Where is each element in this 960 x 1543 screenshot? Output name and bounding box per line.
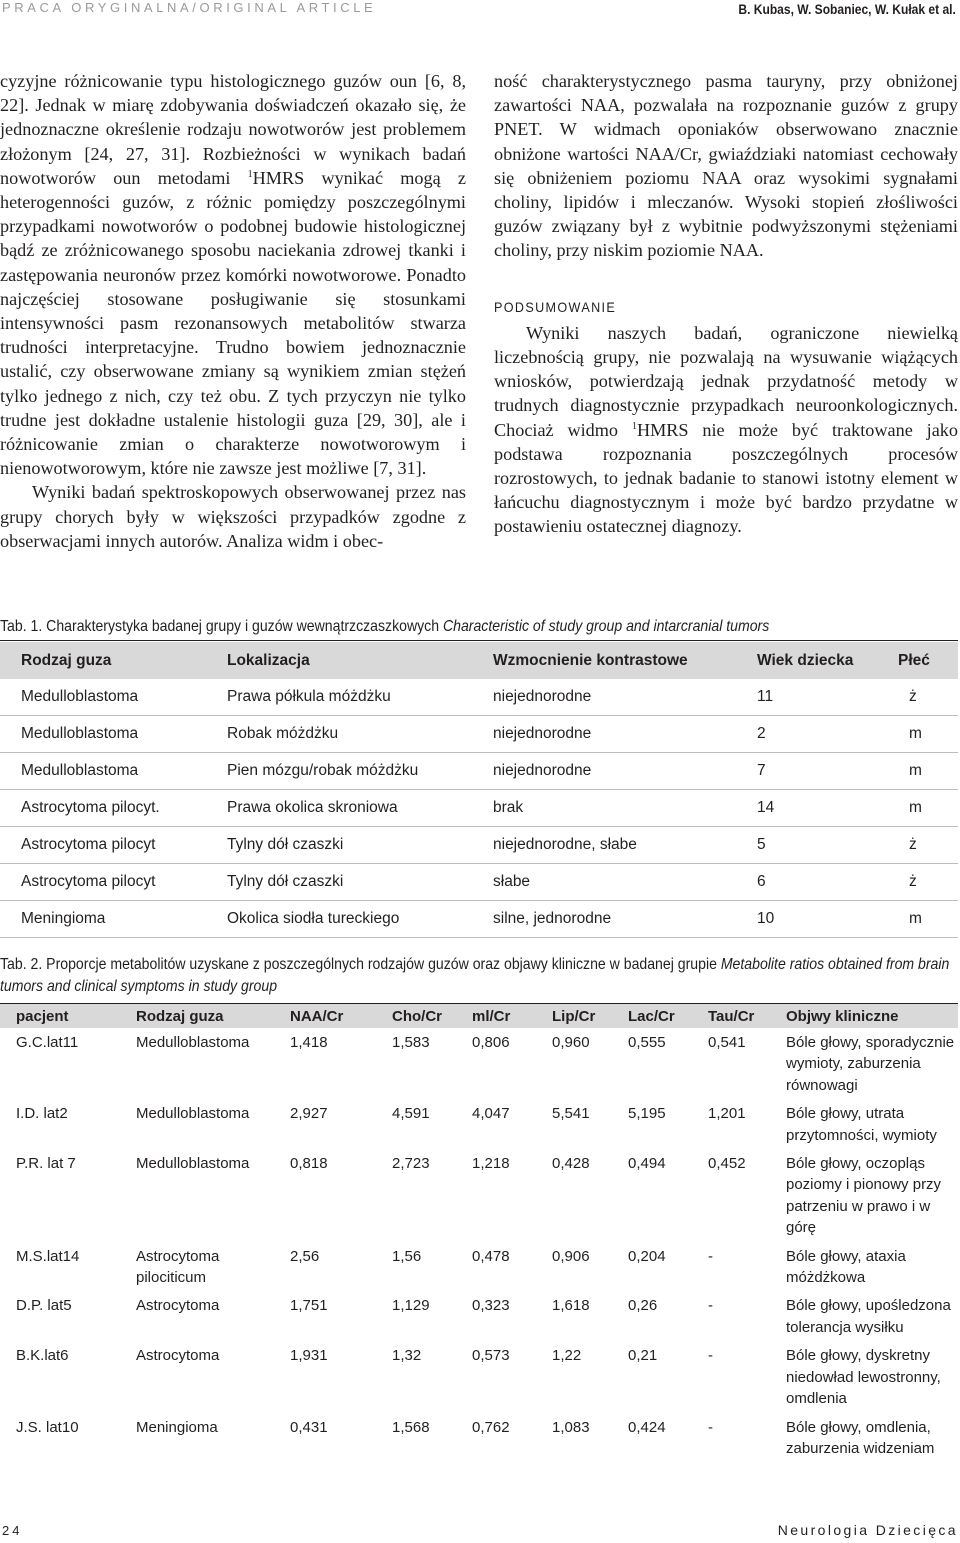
table-cell: 6 [727,864,877,901]
table-row [0,753,958,790]
table1-header-cell: Rodzaj guza [21,651,112,669]
table-cell: 1,751 [290,1297,328,1315]
table-cell: Tylny dół czaszki [206,827,472,864]
table-cell: ż [877,827,958,864]
table-cell: Robak móżdżku [206,716,472,753]
table-row [0,864,958,901]
running-header-left: PRACA ORYGINALNA/ORIGINAL ARTICLE [2,0,377,15]
paragraph [494,321,958,539]
table-cell: 0,21 [628,1347,658,1365]
journal-name: Neurologia Dziecięca [777,1522,958,1538]
table-cell: m [877,790,958,827]
table-cell: Pien mózgu/robak móżdżku [206,753,472,790]
table-cell: 0,323 [472,1297,510,1315]
table2-header-cell: Cho/Cr [392,1007,442,1025]
table-cell: ż [877,864,958,901]
table-cell: 0,26 [628,1297,658,1315]
table-cell: 5 [727,827,877,864]
caption-text: Tab. 1. Charakterystyka badanej grupy i guzów wewnątrzczaszkowych [0,618,443,635]
table-cell: 1,618 [552,1297,590,1315]
left-text-column [0,69,466,553]
table2-header-cell: Rodzaj guza [136,1007,224,1025]
table-cell: 5,195 [628,1105,666,1123]
table1-header-row [0,642,958,679]
table2-header-cell: Objwy kliniczne [786,1007,899,1025]
running-header-authors: B. Kubas, W. Sobaniec, W. Kułak et al. [738,1,956,17]
table-cell: 0,431 [290,1418,328,1436]
table-row [0,1341,958,1412]
table-cell: m [877,901,958,938]
table-cell: 7 [727,753,877,790]
table2-header-cell: Lip/Cr [552,1007,596,1025]
table-cell: 0,424 [628,1418,666,1436]
table-row [0,1028,958,1099]
table-cell: 0,478 [472,1247,510,1265]
table-cell: 1,583 [392,1034,430,1051]
table-cell: niejednorodne [472,716,727,753]
table-cell: m [877,753,958,790]
table-cell: 1,22 [552,1347,582,1365]
page-number: 24 [2,1523,23,1538]
table1-header-cell: Lokalizacja [227,651,310,669]
table-cell: - [708,1347,713,1365]
table-row [0,679,958,716]
table-cell: 0,452 [708,1155,746,1173]
table-cell: 2 [727,716,877,753]
table-row [0,1099,958,1149]
table-cell: - [708,1247,713,1265]
table-cell: 14 [727,790,877,827]
table-cell: 10 [727,901,877,938]
paragraph: Wyniki badań spektroskopowych obserwowanej przez nas grupy chorych były w większości przypadków zgodne z obserwacjami innych autorów. Analiza widm i obec- [0,482,466,551]
paragraph: ność charakterystycznego pasma tauryny, przy obniżonej zawartości NAA, pozwalała na rozpoznanie guzów z grupy PNET. W widmach oponiaków obserwowano znacznie obniżone wartości NAA/Cr, gwiaździaki natomiast cechowały się obniżeniem poziomu NAA oraz wysokimi sygnałami choliny, lipidów i mleczanów. Wysoki stopień złośliwości guzów związany był z wybitnie podwyższonymi stężeniami choliny, przy niskim poziomie NAA. [494,71,958,261]
table1-top-rule [0,640,958,641]
table2-header-cell: Tau/Cr [708,1007,755,1025]
table-cell: 2,927 [290,1105,328,1123]
table-row [0,1242,958,1292]
table-cell: 4,047 [472,1105,510,1123]
table-cell: P.R. lat 7 [16,1155,76,1173]
table-cell: 0,762 [472,1418,510,1436]
paragraph [0,69,466,480]
table-cell: 0,960 [552,1034,590,1051]
table-cell: Astrocytoma pilociticum [136,1247,220,1287]
table-row [0,1149,958,1242]
table1 [0,642,958,938]
table-row [0,1413,958,1463]
text-span: cyzyjne różnicowanie typu histologicznego guzów oun [6, 8, 22]. Jednak w miarę zdobywania doświadczeń okazało się, że jednoznaczne określenie rodzaju nowotworów jest problemem złożonym [24, 27, 31]. Rozbieżności w wynikach badań nowotworów oun metodami [0,71,466,188]
table2-caption [0,954,958,998]
table-cell: słabe [472,864,727,901]
table-cell: 0,818 [290,1155,328,1173]
table-cell: 1,129 [392,1297,430,1315]
table-cell: brak [472,790,727,827]
table-cell: niejednorodne [472,679,727,716]
table-cell: m [877,716,958,753]
table-cell: Bóle głowy, dyskretny niedowład lewostronny, omdlenia [786,1347,941,1408]
table-cell: 5,541 [552,1105,590,1123]
table-cell: Medulloblastoma [0,753,206,790]
table1-caption [0,616,958,638]
table-cell: 1,931 [290,1347,328,1365]
table-cell: 11 [727,679,877,716]
caption-text: Tab. 2. Proporcje metabolitów uzyskane z poszczególnych rodzajów guzów oraz objawy kliniczne w badanej grupie [0,956,721,973]
table-cell: 1,201 [708,1105,746,1123]
table-cell: silne, jednorodne [472,901,727,938]
table-cell: D.P. lat5 [16,1297,72,1315]
table1-header-cell: Płeć [898,651,930,669]
superscript: 1 [631,420,637,432]
table-row [0,901,958,938]
table-cell: Astrocytoma [136,1297,220,1315]
table-cell: niejednorodne, słabe [472,827,727,864]
table-row [0,790,958,827]
table-cell: Prawa okolica skroniowa [206,790,472,827]
table-cell: 0,204 [628,1247,666,1265]
text-span: HMRS wynikać mogą z heterogenności guzów, z różnic pomiędzy poszczególnymi przypadkami nowotworów o podobnej budowie histologicznej bądź ze zróżnicowanego sposobu naciekania zdrowej tkanki i zastępowania neuronów przez komórki nowotworowe. Ponadto najczęściej stosowane posługiwanie się stosunkami intensywności pasm rezonansowych metabolitów stwarza trudności interpretacyjne. Trudno bowiem jednoznacznie ustalić, czy obserwowane zmiany są wynikiem zmian stężeń tylko jednego z nich, czy też obu. Z tych przyczyn nie tylko trudne jest dokładne ustalenie histologii guza [29, 30], ale i różnicowanie zmian o charakterze nowotworowym i nienowotworowym, które nie zawsze jest możliwe [7, 31]. [0,167,466,479]
table-cell: J.S. lat10 [16,1418,79,1436]
table-cell: B.K.lat6 [16,1347,69,1365]
table-cell: 4,591 [392,1105,430,1123]
section-heading: PODSUMOWANIE [494,298,617,315]
table-cell: G.C.lat11 [16,1034,79,1051]
table-cell: Astrocytoma pilocyt. [0,790,206,827]
table-cell: 1,218 [472,1155,510,1173]
table-row [0,827,958,864]
table-cell: Medulloblastoma [136,1034,250,1051]
text-span: Wyniki naszych badań, ograniczone niewielką liczebnością grupy, nie pozwalają na wysuwanie wiążących wniosków, potwierdzają jednak przydatność metody w trudnych diagnostycznie przypadkach neuroonkologicznych. Chociaż widmo [494,322,958,440]
table-cell: Medulloblastoma [136,1155,250,1173]
table-cell: 0,494 [628,1155,666,1173]
table-cell: 2,56 [290,1247,320,1265]
table-cell: - [708,1418,713,1436]
table-cell: 2,723 [392,1155,430,1173]
table2-header-cell: pacjent [16,1007,69,1025]
caption-text-english: Metabolite ratios obtained from brain tumors and clinical symptoms in study group [0,956,950,995]
superscript: 1 [247,168,253,180]
table2-header-cell: NAA/Cr [290,1007,344,1025]
table-cell: Bóle głowy, ataxia móżdżkowa [786,1247,906,1287]
table1-header-cell: Wiek dziecka [757,651,854,669]
table-cell: Bóle głowy, sporadycznie wymioty, zaburzenia równowagi [786,1034,955,1094]
table-cell: Medulloblastoma [136,1105,250,1123]
table2-header-row [0,1004,958,1028]
table-cell: 1,418 [290,1034,328,1051]
table-cell: 0,428 [552,1155,590,1173]
table-cell: 0,541 [708,1034,746,1051]
table-row [0,716,958,753]
table-cell: Astrocytoma [136,1347,220,1365]
table-cell: 1,56 [392,1247,422,1265]
table-cell: Bóle głowy, omdlenia, zaburzenia widzeniam [786,1418,935,1457]
table-cell: M.S.lat14 [16,1247,80,1265]
table-cell: Meningioma [136,1418,218,1436]
table-cell: Bóle głowy, oczopląs poziomy i pionowy przy patrzeniu w prawo i w górę [786,1155,942,1237]
table-cell: Bóle głowy, utrata przytomności, wymioty [786,1105,937,1144]
table-cell: 0,573 [472,1347,510,1365]
table2-header-cell: ml/Cr [472,1007,511,1025]
table-cell: 1,568 [392,1418,430,1436]
table1-header-cell: Wzmocnienie kontrastowe [493,651,688,669]
table-cell: Prawa półkula móżdżku [206,679,472,716]
table-cell: Astrocytoma pilocyt [0,827,206,864]
table-cell: Meningioma [0,901,206,938]
table2 [0,1004,958,1462]
table2-header-cell: Lac/Cr [628,1007,675,1025]
table-cell: 1,083 [552,1418,590,1436]
table-cell: 0,906 [552,1247,590,1265]
table-cell: niejednorodne [472,753,727,790]
table-row [0,1291,958,1341]
table-cell: Medulloblastoma [0,679,206,716]
table-cell: 1,32 [392,1347,422,1365]
table-cell: Astrocytoma pilocyt [0,864,206,901]
table-cell: 0,555 [628,1034,666,1051]
right-text-column [494,69,958,539]
table-cell: Medulloblastoma [0,716,206,753]
table-cell: ż [877,679,958,716]
table-cell: - [708,1297,713,1315]
table-cell: Tylny dół czaszki [206,864,472,901]
text-span: HMRS nie może być traktowane jako podstawa rozpoznania poszczególnych procesów rozrostowych, to jednak badanie to stanowi istotny element w łańcuchu diagnostycznym i może być bardzo przydatne w postawieniu ostatecznej diagnozy. [494,419,958,537]
caption-text-english: Characteristic of study group and intarcranial tumors [442,618,770,635]
table-cell: I.D. lat2 [16,1105,68,1123]
table-cell: Okolica siodła tureckiego [206,901,472,938]
table-cell: 0,806 [472,1034,510,1051]
table-cell: Bóle głowy, upośledzona tolerancja wysiłku [786,1297,951,1336]
